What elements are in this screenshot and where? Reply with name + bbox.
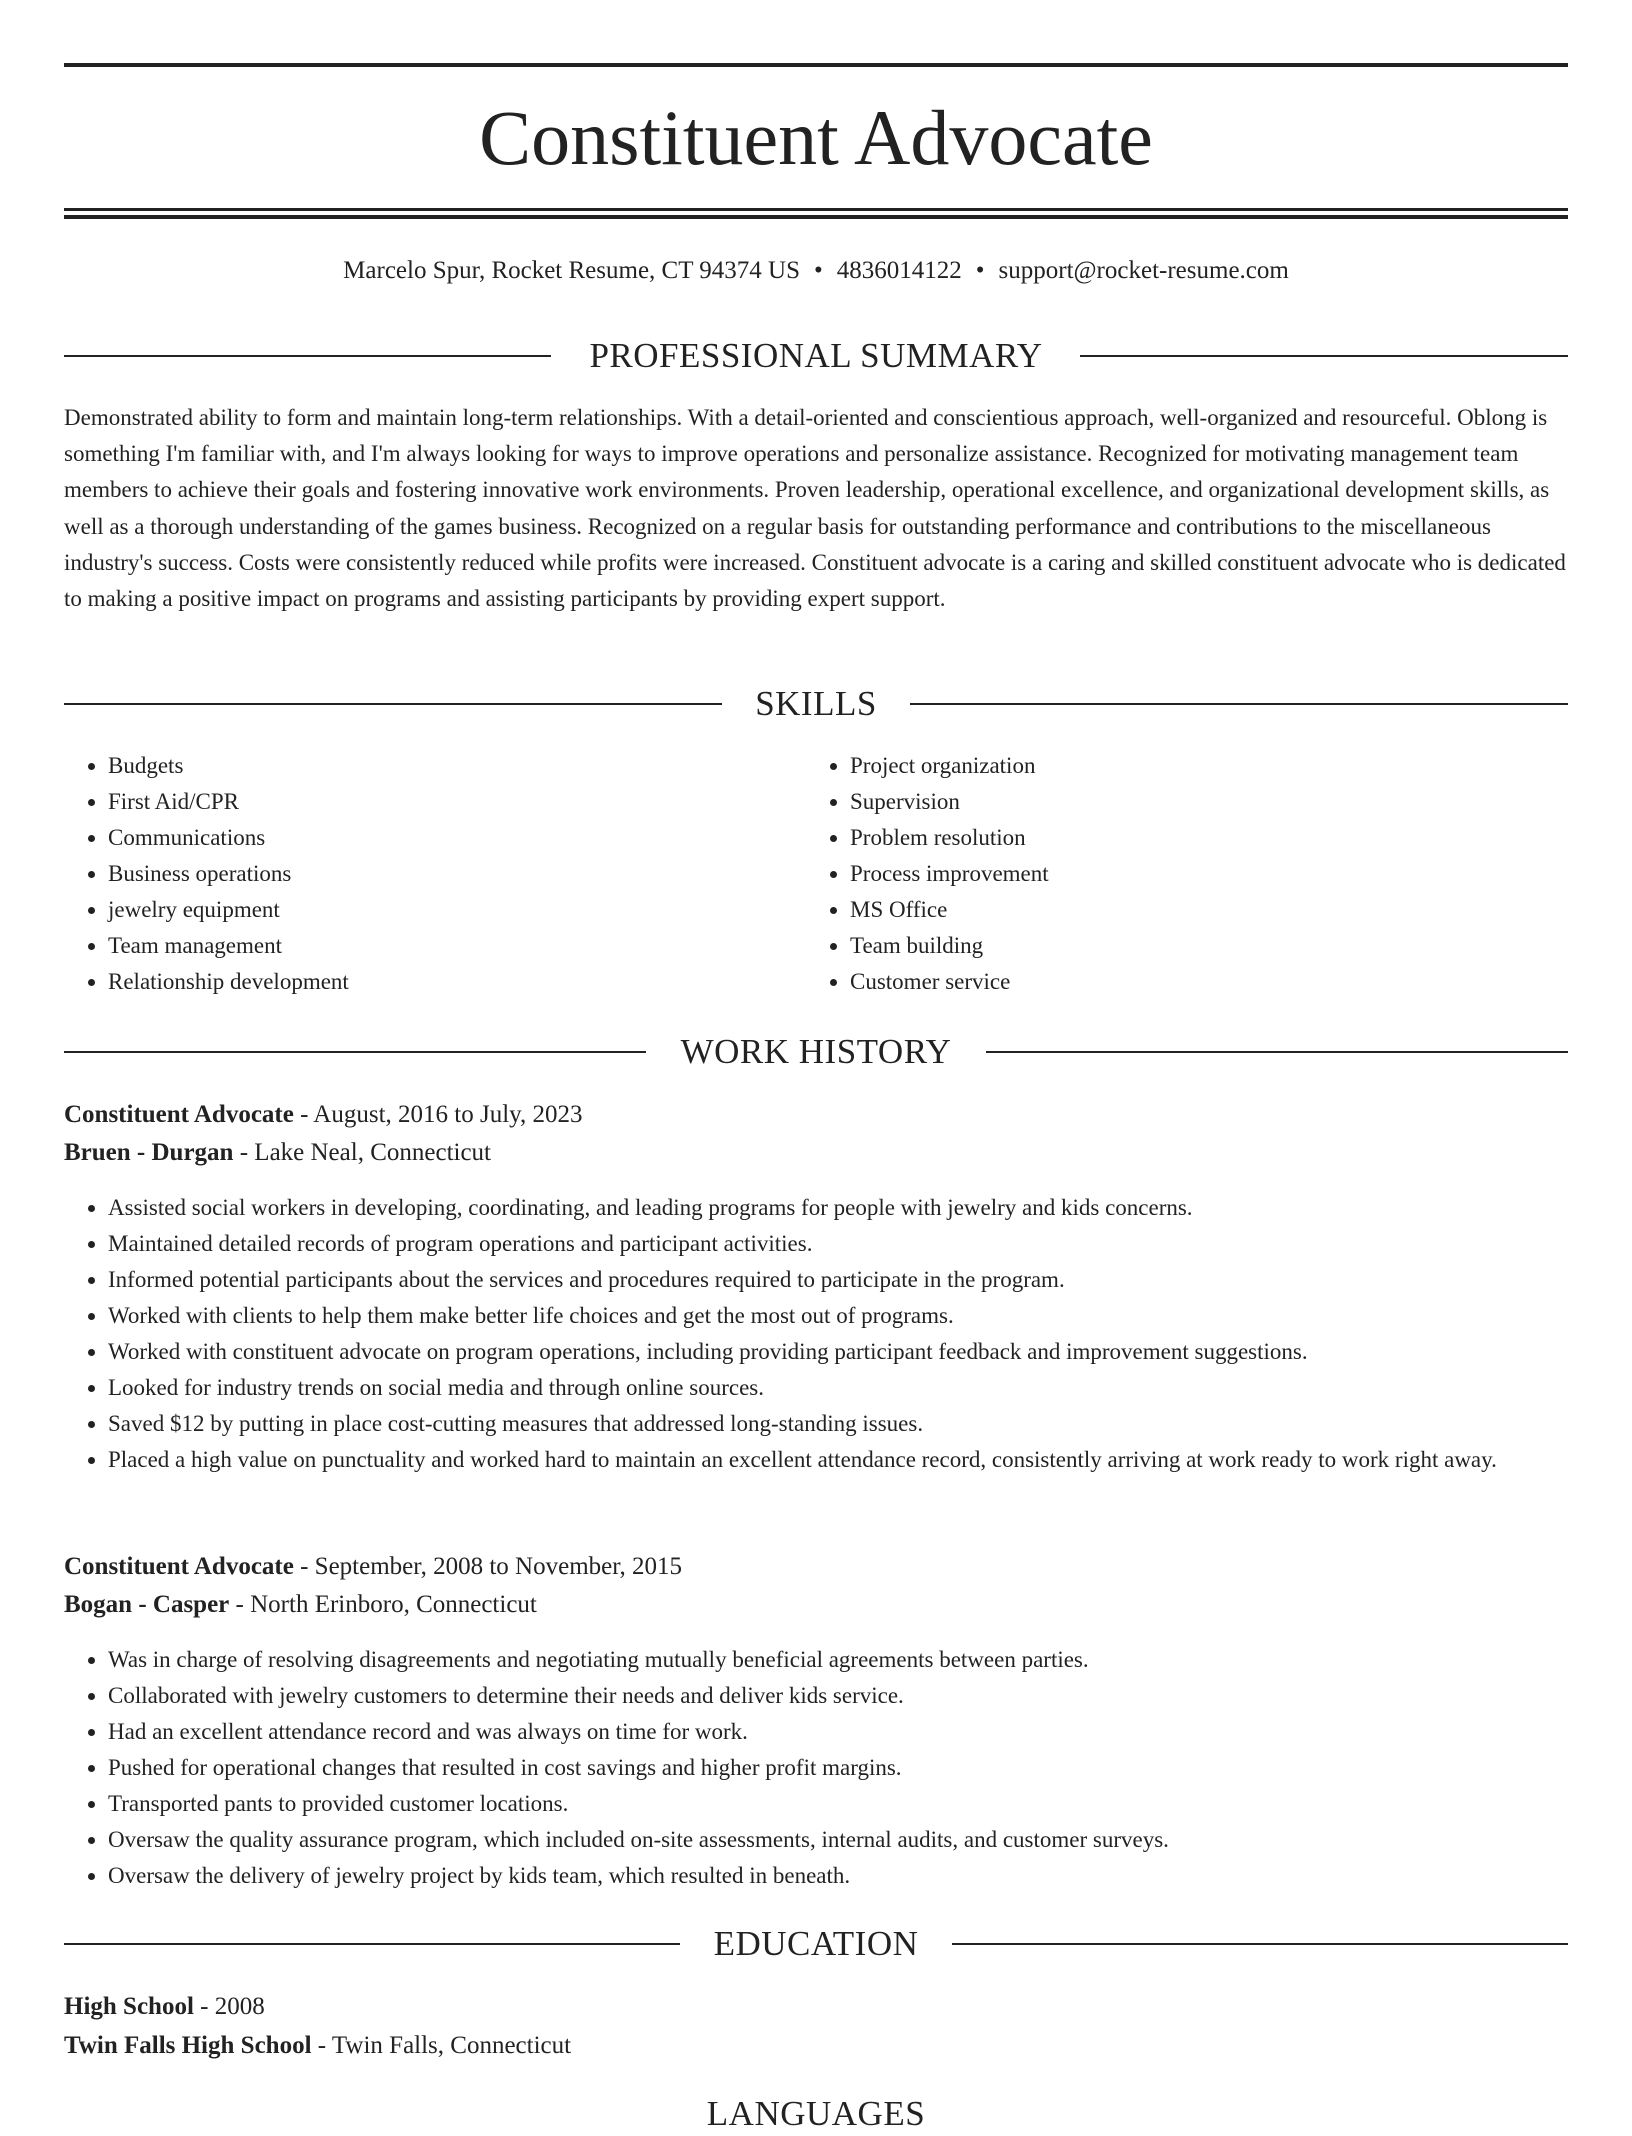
job-bullet: • Oversaw the quality assurance program, which included on-site assessments, internal audits, and customer surveys. bbox=[108, 1822, 1568, 1858]
header-bottom-rule-2 bbox=[64, 215, 1568, 219]
job-title-line bbox=[64, 1549, 1568, 1585]
job-company-line bbox=[64, 1135, 1568, 1171]
skill-item: • MS Office bbox=[850, 892, 1550, 928]
languages-heading-label: LANGUAGES bbox=[706, 2094, 926, 2133]
skill-item: • Business operations bbox=[108, 856, 808, 892]
education-location: - Twin Falls, Connecticut bbox=[311, 2032, 572, 2059]
job-bullet: • Transported pants to provided customer locations. bbox=[108, 1786, 1568, 1822]
contact-separator: • bbox=[814, 257, 823, 284]
header-bottom-rule bbox=[64, 208, 1568, 211]
job-bullet: • Pushed for operational changes that resulted in cost savings and higher profit margins. bbox=[108, 1750, 1568, 1786]
education-school: Twin Falls High School bbox=[64, 2032, 312, 2059]
summary-text: Demonstrated ability to form and maintain long-term relationships. With a detail-oriented and conscientious approach, well-organized and resourceful. Oblong is something I'm familiar with, and I'm always looking for ways to improve operations and personalize assistance. Recognized for motivating management team members to achieve their goals and fostering innovative work environments. Proven leadership, operational excellence, and organizational development skills, as well as a thorough understanding of the games business. Recognized on a regular basis for outstanding performance and contributions to the miscellaneous industry's success. Costs were consistently reduced while profits were increased. Constituent advocate is a caring and skilled constituent advocate who is dedicated to making a positive impact on programs and assisting participants by providing expert support. bbox=[64, 405, 1566, 612]
skill-item: • Communications bbox=[108, 820, 808, 856]
skill-item: • Process improvement bbox=[850, 856, 1550, 892]
header-top-rule bbox=[64, 63, 1568, 67]
job-bullet: • Oversaw the delivery of jewelry project by kids team, which resulted in beneath. bbox=[108, 1858, 1568, 1894]
contact-separator: • bbox=[975, 257, 985, 284]
education-heading-label: EDUCATION bbox=[713, 1924, 919, 1963]
skill-item: • Customer service bbox=[850, 964, 1550, 1000]
contact-line bbox=[64, 254, 1568, 288]
job-bullet: • Worked with clients to help them make better life choices and get the most out of programs. bbox=[108, 1298, 1568, 1334]
education-heading bbox=[64, 1922, 1568, 1966]
resume-title: Constituent Advocate bbox=[479, 94, 1153, 181]
job-title-line bbox=[64, 1097, 1568, 1133]
job-company: Bruen - Durgan bbox=[64, 1139, 234, 1166]
job-bullet: • Maintained detailed records of program operations and participant activities. bbox=[108, 1226, 1568, 1262]
education-degree-line bbox=[64, 1988, 1568, 2026]
job-bullet: • Collaborated with jewelry customers to determine their needs and deliver kids service. bbox=[108, 1678, 1568, 1714]
skill-item: • Team building bbox=[850, 928, 1550, 964]
job-title: Constituent Advocate bbox=[64, 1553, 294, 1580]
skills-heading-label: SKILLS bbox=[755, 684, 877, 723]
work-history-heading bbox=[64, 1030, 1568, 1074]
job-bullet: • Worked with constituent advocate on program operations, including providing participant feedback and improvement suggestions. bbox=[108, 1334, 1568, 1370]
job-bullet: • Assisted social workers in developing, coordinating, and leading programs for people with jewelry and kids concerns. bbox=[108, 1190, 1568, 1226]
skill-item: • Problem resolution bbox=[850, 820, 1550, 856]
job-title: Constituent Advocate bbox=[64, 1101, 294, 1128]
job-bullet: • Informed potential participants about the services and procedures required to participate in the program. bbox=[108, 1262, 1568, 1298]
job-bullets bbox=[64, 1190, 1568, 1478]
job-bullet: • Placed a high value on punctuality and worked hard to maintain an excellent attendance record, consistently arriving at work ready to work right away. bbox=[108, 1442, 1568, 1478]
education-degree: High School bbox=[64, 1993, 194, 2020]
work-history-heading-label: WORK HISTORY bbox=[680, 1032, 952, 1071]
contact-email: support@rocket-resume.com bbox=[998, 257, 1289, 284]
job-dates: - September, 2008 to November, 2015 bbox=[293, 1553, 683, 1580]
job-bullet: • Saved $12 by putting in place cost-cutting measures that addressed long-standing issues. bbox=[108, 1406, 1568, 1442]
summary-heading-label: PROFESSIONAL SUMMARY bbox=[589, 336, 1043, 375]
languages-heading bbox=[64, 2092, 1568, 2136]
skill-item: • Team management bbox=[108, 928, 808, 964]
skill-item: • Relationship development bbox=[108, 964, 808, 1000]
contact-phone: 4836014122 bbox=[836, 257, 962, 284]
skills-list-left bbox=[64, 748, 808, 1000]
skill-item: • Budgets bbox=[108, 748, 808, 784]
job-location: - North Erinboro, Connecticut bbox=[229, 1591, 537, 1618]
job-company-line bbox=[64, 1587, 1568, 1623]
skills-list-right bbox=[806, 748, 1550, 1000]
skill-item: • Supervision bbox=[850, 784, 1550, 820]
education-year: - 2008 bbox=[193, 1993, 265, 2020]
education-school-line bbox=[64, 2027, 1568, 2065]
job-bullet: • Looked for industry trends on social media and through online sources. bbox=[108, 1370, 1568, 1406]
job-company: Bogan - Casper bbox=[64, 1591, 230, 1618]
skill-item: • jewelry equipment bbox=[108, 892, 808, 928]
skills-heading bbox=[64, 682, 1568, 726]
job-bullet: • Was in charge of resolving disagreements and negotiating mutually beneficial agreements between parties. bbox=[108, 1642, 1568, 1678]
job-bullet: • Had an excellent attendance record and was always on time for work. bbox=[108, 1714, 1568, 1750]
summary-heading bbox=[64, 334, 1568, 378]
job-dates: - August, 2016 to July, 2023 bbox=[293, 1101, 583, 1128]
contact-address: Marcelo Spur, Rocket Resume, CT 94374 US bbox=[343, 257, 800, 284]
job-location: - Lake Neal, Connecticut bbox=[233, 1139, 492, 1166]
job-bullets bbox=[64, 1642, 1568, 1894]
skill-item: • First Aid/CPR bbox=[108, 784, 808, 820]
skill-item: • Project organization bbox=[850, 748, 1550, 784]
